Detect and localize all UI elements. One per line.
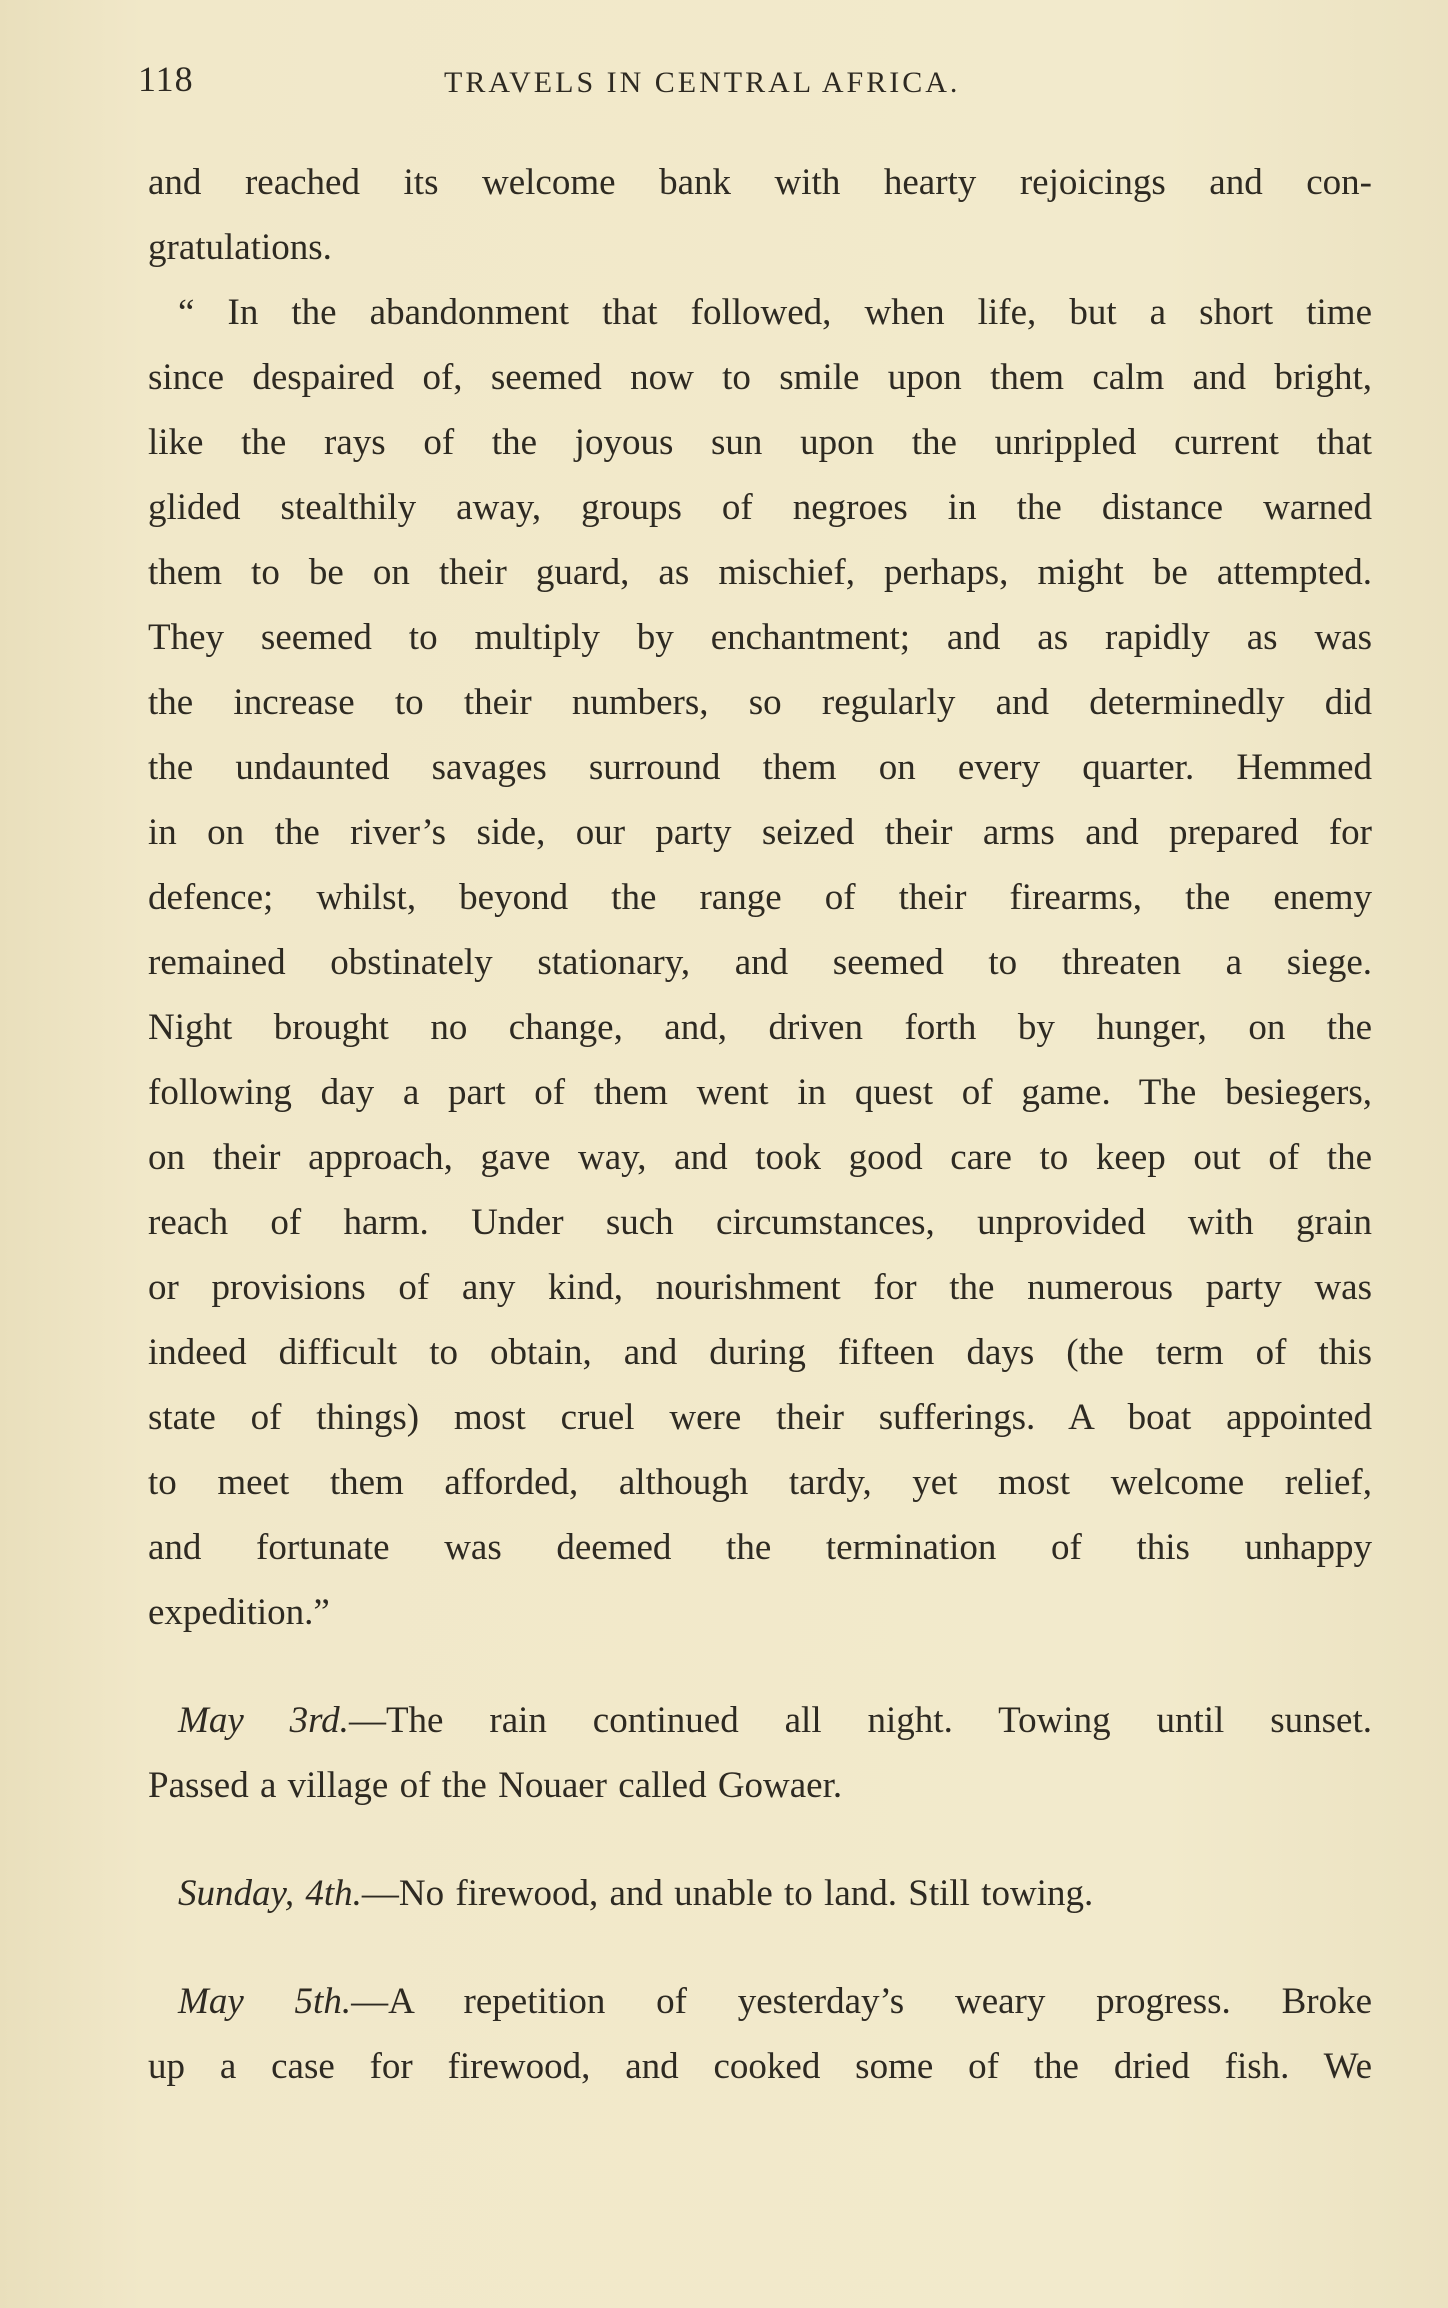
text-line: on their approach, gave way, and took good care to keep out of the — [148, 1137, 1372, 1178]
text-line: and reached its welcome bank with hearty rejoicings and con- — [148, 162, 1372, 203]
text-line: state of things) most cruel were their sufferings. A boat appointed — [148, 1397, 1372, 1438]
diary-entry-line — [148, 1969, 1372, 2034]
section-gap — [148, 1818, 1372, 1861]
diary-entry-line — [148, 1688, 1372, 1753]
text-line: indeed difficult to obtain, and during fifteen days (the term of this — [148, 1332, 1372, 1373]
text-line: gratulations. — [148, 227, 332, 268]
text-line: in on the river’s side, our party seized their arms and prepared for — [148, 812, 1372, 853]
entry-text: —No firewood, and unable to land. Still towing. — [361, 1873, 1094, 1914]
text-line: defence; whilst, beyond the range of their firearms, the enemy — [148, 877, 1372, 918]
text-line: the increase to their numbers, so regularly and determinedly did — [148, 682, 1372, 723]
entry-text: —A repetition of yesterday’s weary progress. Broke — [351, 1981, 1372, 2022]
text-line: up a case for firewood, and cooked some of the dried fish. We — [148, 2046, 1372, 2087]
running-title: TRAVELS IN CENTRAL AFRICA. — [444, 66, 961, 99]
text-line: remained obstinately stationary, and seemed to threaten a siege. — [148, 942, 1372, 983]
text-line: since despaired of, seemed now to smile upon them calm and bright, — [148, 357, 1372, 398]
text-line: expedition.” — [148, 1592, 330, 1633]
text-line: Passed a village of the Nouaer called Gowaer. — [148, 1765, 843, 1806]
text-line: the undaunted savages surround them on every quarter. Hemmed — [148, 747, 1372, 788]
text-line: glided stealthily away, groups of negroes in the distance warned — [148, 487, 1372, 528]
text-line: They seemed to multiply by enchantment; and as rapidly as was — [148, 617, 1372, 658]
section-gap — [148, 1645, 1372, 1688]
text-line: or provisions of any kind, nourishment for the numerous party was — [148, 1267, 1372, 1308]
text-line: following day a part of them went in quest of game. The besiegers, — [148, 1072, 1372, 1113]
entry-text: —The rain continued all night. Towing until sunset. — [348, 1700, 1372, 1741]
text-line: “ In the abandonment that followed, when life, but a short time — [178, 292, 1372, 333]
entry-date: May 3rd. — [178, 1700, 349, 1741]
page-number: 118 — [138, 59, 194, 99]
text-line: like the rays of the joyous sun upon the unrippled current that — [148, 422, 1372, 463]
entry-date: May 5th. — [178, 1981, 352, 2022]
entry-date: Sunday, 4th. — [178, 1873, 362, 1914]
text-line: and fortunate was deemed the termination of this unhappy — [148, 1527, 1372, 1568]
text-line: to meet them afforded, although tardy, yet most welcome relief, — [148, 1462, 1372, 1503]
page-body — [148, 150, 1372, 2099]
section-gap — [148, 1926, 1372, 1969]
text-line: reach of harm. Under such circumstances, unprovided with grain — [148, 1202, 1372, 1243]
running-header — [128, 58, 1368, 108]
text-line: Night brought no change, and, driven forth by hunger, on the — [148, 1007, 1372, 1048]
diary-entry-line — [148, 1861, 1372, 1926]
text-line: them to be on their guard, as mischief, perhaps, might be attempted. — [148, 552, 1372, 593]
